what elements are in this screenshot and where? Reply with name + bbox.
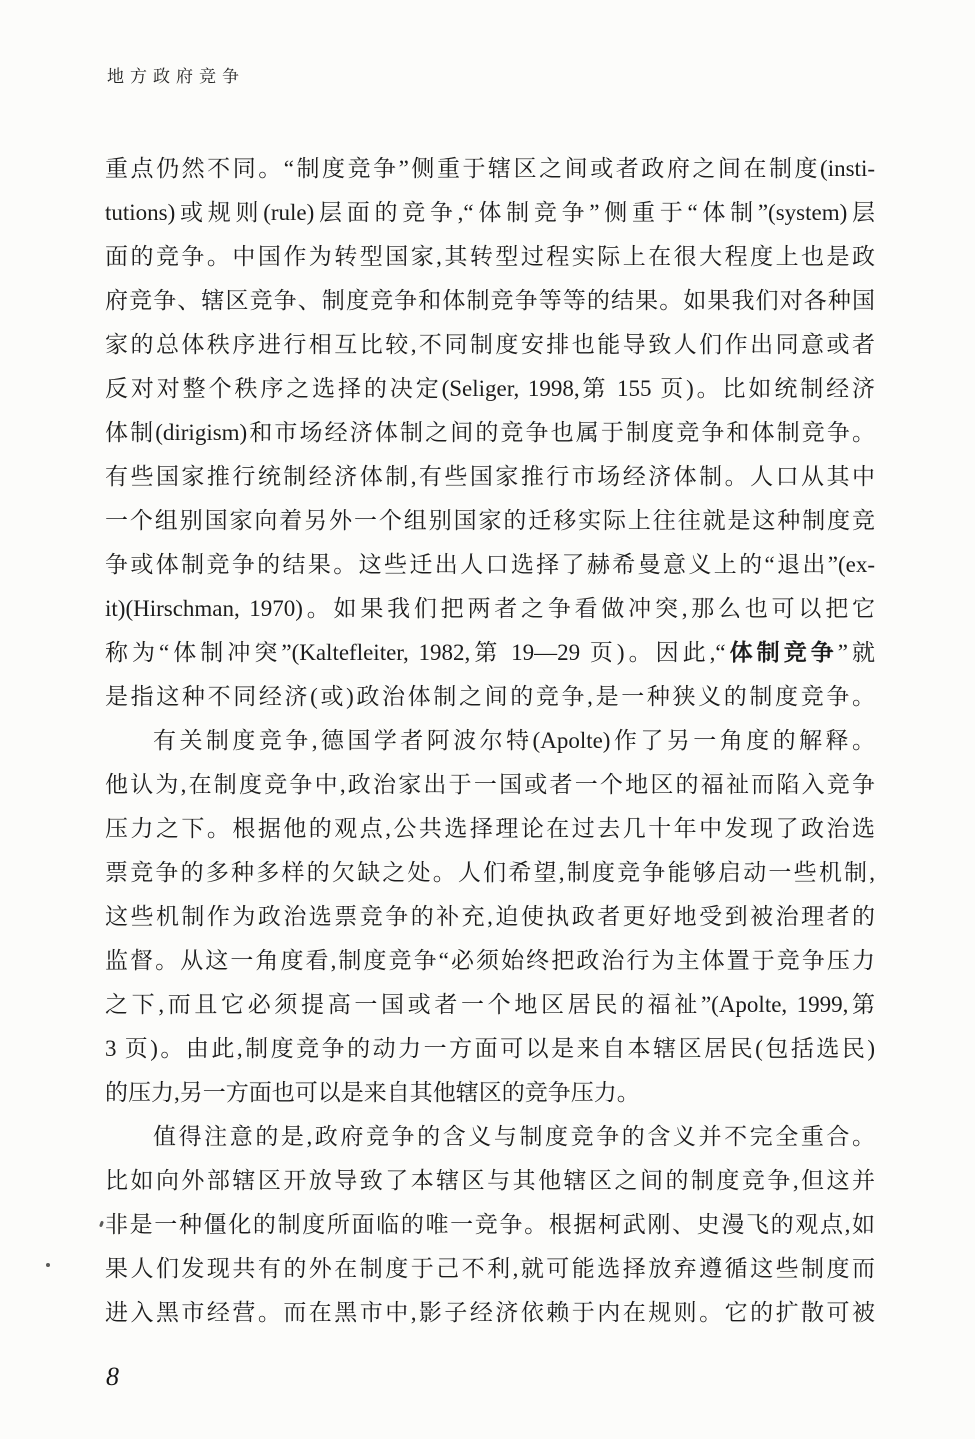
- scan-speck: [99, 1221, 104, 1228]
- body-text: [105, 147, 875, 1335]
- text-line: 面的竞争。中国作为转型国家,其转型过程实际上在很大程度上也是政: [105, 244, 875, 269]
- text-line: it)(Hirschman, 1970)。如果我们把两者之争看做冲突,那么也可以把它: [105, 596, 875, 621]
- text-segment: ”就: [837, 640, 875, 665]
- scan-speck: [46, 1263, 50, 1267]
- text-line: 他认为,在制度竞争中,政治家出于一国或者一个地区的福祉而陷入竞争: [105, 772, 875, 797]
- text-line: 府竞争、辖区竞争、制度竞争和体制竞争等等的结果。如果我们对各种国: [105, 288, 875, 313]
- text-line: 票竞争的多种多样的欠缺之处。人们希望,制度竞争能够启动一些机制,: [105, 860, 875, 885]
- running-header: 地方政府竞争: [107, 67, 245, 86]
- text-line: 重点仍然不同。“制度竞争”侧重于辖区之间或者政府之间在制度(insti-: [105, 156, 875, 181]
- text-line: [105, 631, 875, 675]
- text-line: 有关制度竞争,德国学者阿波尔特(Apolte)作了另一角度的解释。: [153, 728, 875, 753]
- text-line: 监督。从这一角度看,制度竞争“必须始终把政治行为主体置于竞争压力: [105, 948, 875, 973]
- text-line: 这些机制作为政治选票竞争的补充,迫使执政者更好地受到被治理者的: [105, 904, 875, 929]
- text-line: 之下,而且它必须提高一国或者一个地区居民的福祉”(Apolte, 1999,第: [105, 992, 875, 1017]
- text-line: 压力之下。根据他的观点,公共选择理论在过去几十年中发现了政治选: [105, 816, 875, 841]
- text-line: 有些国家推行统制经济体制,有些国家推行市场经济体制。人口从其中: [105, 464, 875, 489]
- text-line: 一个组别国家向着另外一个组别国家的迁移实际上往往就是这种制度竞: [105, 508, 875, 533]
- bold-term: 体制竞争: [725, 640, 838, 665]
- text-line: 值得注意的是,政府竞争的含义与制度竞争的含义并不完全重合。: [153, 1124, 875, 1149]
- text-line: 进入黑市经营。而在黑市中,影子经济依赖于内在规则。它的扩散可被: [105, 1300, 875, 1325]
- text-line: tutions)或规则(rule)层面的竞争,“体制竞争”侧重于“体制”(system)层: [105, 200, 875, 225]
- text-line: 果人们发现共有的外在制度于己不利,就可能选择放弃遵循这些制度而: [105, 1256, 875, 1281]
- text-line: 的压力,另一方面也可以是来自其他辖区的竞争压力。: [105, 1080, 640, 1105]
- text-line: 比如向外部辖区开放导致了本辖区与其他辖区之间的制度竞争,但这并: [105, 1168, 875, 1193]
- page-number: 8: [106, 1362, 119, 1391]
- text-line: 家的总体秩序进行相互比较,不同制度安排也能导致人们作出同意或者: [105, 332, 875, 357]
- text-line: 争或体制竞争的结果。这些迁出人口选择了赫希曼意义上的“退出”(ex-: [105, 552, 875, 577]
- text-line: 是指这种不同经济(或)政治体制之间的竞争,是一种狭义的制度竞争。: [105, 684, 875, 709]
- text-line: 非是一种僵化的制度所面临的唯一竞争。根据柯武刚、史漫飞的观点,如: [105, 1212, 875, 1237]
- text-line: 反对对整个秩序之选择的决定(Seliger, 1998,第 155 页)。比如统制经济: [105, 376, 875, 401]
- text-line: 3 页)。由此,制度竞争的动力一方面可以是来自本辖区居民(包括选民): [105, 1036, 875, 1061]
- text-line: 体制(dirigism)和市场经济体制之间的竞争也属于制度竞争和体制竞争。: [105, 420, 875, 445]
- text-segment: 称为“体制冲突”(Kaltefleiter, 1982,第 19—29 页)。因此,“: [105, 640, 726, 665]
